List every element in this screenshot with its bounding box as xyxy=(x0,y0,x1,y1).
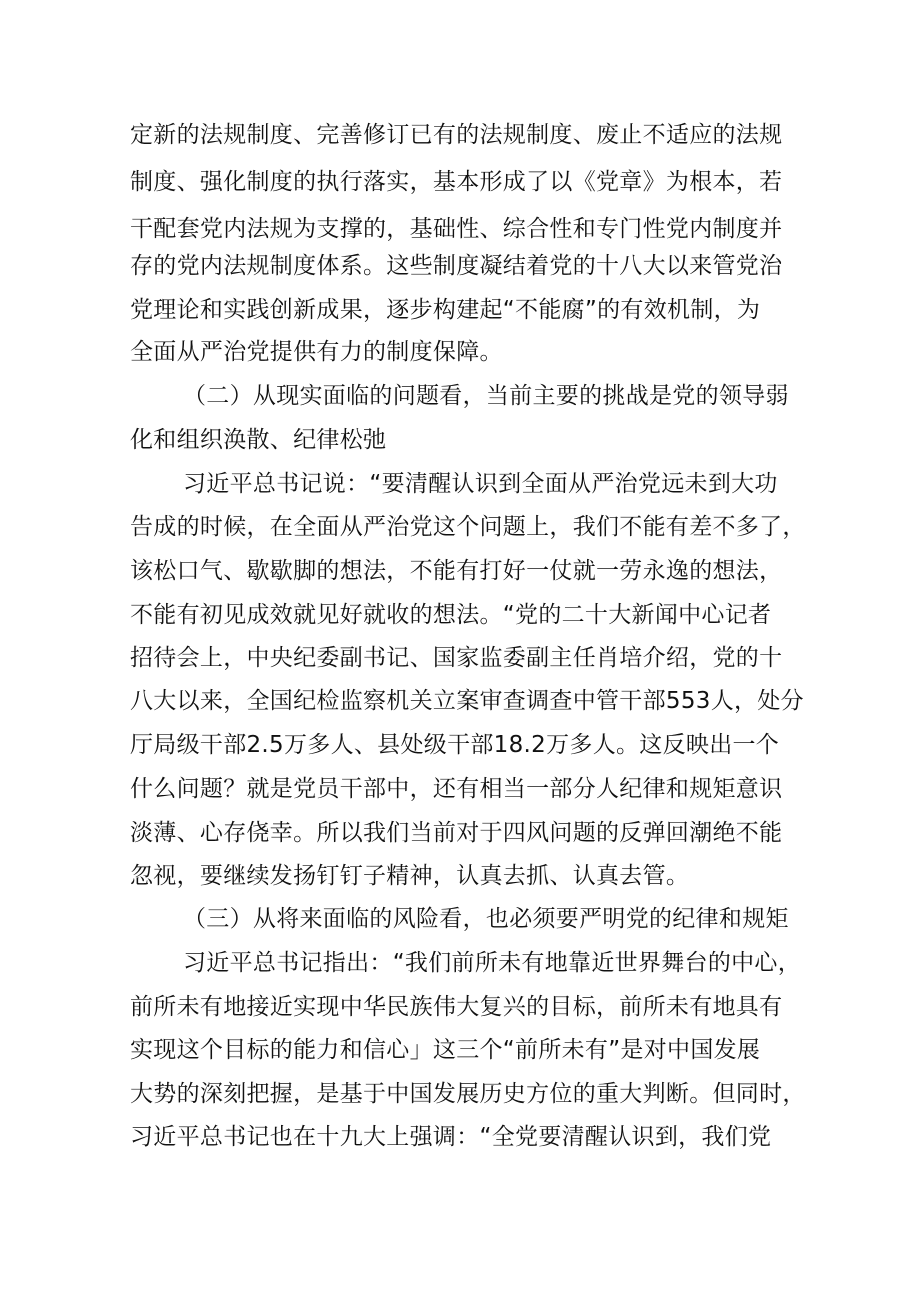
text-line: 存的党内法规制度体系。这些制度凝结着党的十八大以来管党治 xyxy=(130,253,783,279)
section-heading: （二）从现实面临的问题看，当前主要的挑战是党的领导弱 xyxy=(183,383,789,409)
text-line: 习近平总书记指出：“我们前所未有地靠近世界舞台的中心， xyxy=(183,950,802,976)
text-line: 什么问题？就是党员干部中，还有相当一部分人纪律和规矩意识 xyxy=(130,776,783,802)
section-heading: （三）从将来面临的风险看，也必须要严明党的纪律和规矩 xyxy=(183,906,789,932)
text-line: 全面从严治党提供有力的制度保障。 xyxy=(130,339,503,365)
text-line: 八大以来，全国纪检监察机关立案审查调查中管干部553人，处分 xyxy=(130,688,804,714)
text-line: 定新的法规制度、完善修订已有的法规制度、废止不适应的法规 xyxy=(130,122,783,148)
text-line: 习近平总书记也在十九大上强调：“全党要清醒认识到，我们党 xyxy=(130,1124,772,1150)
text-line: 淡薄、心存侥幸。所以我们当前对于四风问题的反弹回潮绝不能 xyxy=(130,820,783,846)
text-line: 该松口气、歇歇脚的想法，不能有打好一仗就一劳永逸的想法， xyxy=(130,558,783,584)
text-line: 忽视，要继续发扬钉钉子精神，认真去抓、认真去管。 xyxy=(130,863,690,889)
text-line: 大势的深刻把握，是基于中国发展历史方位的重大判断。但同时， xyxy=(130,1081,806,1107)
text-line: 制度、强化制度的执行落实，基本形成了以《党章》为根本，若 xyxy=(130,169,783,195)
section-heading: 化和组织涣散、纪律松弛 xyxy=(130,427,387,453)
text-line: 干配套党内法规为支撑的，基础性、综合性和专门性党内制度并 xyxy=(130,216,783,242)
text-line: 党理论和实践创新成果，逐步构建起“不能腐”的有效机制，为 xyxy=(130,297,761,323)
text-line: 厅局级干部2.5万多人、县处级干部18.2万多人。这反映出一个 xyxy=(130,732,780,758)
text-line: 不能有初见成效就见好就收的想法。“党的二十大新闻中心记者 xyxy=(130,602,772,628)
text-line: 告成的时候，在全面从严治党这个问题上，我们不能有差不多了， xyxy=(130,514,806,540)
text-line: 前所未有地接近实现中华民族伟大复兴的目标，前所未有地具有 xyxy=(130,994,783,1020)
text-line: 招待会上，中央纪委副书记、国家监委副主任肖培介绍，党的十 xyxy=(130,645,783,671)
text-line: 习近平总书记说：“要清醒认识到全面从严治党远未到大功 xyxy=(183,471,778,497)
text-line: 实现这个目标的能力和信心」这三个“前所未有”是对中国发展 xyxy=(130,1037,761,1063)
